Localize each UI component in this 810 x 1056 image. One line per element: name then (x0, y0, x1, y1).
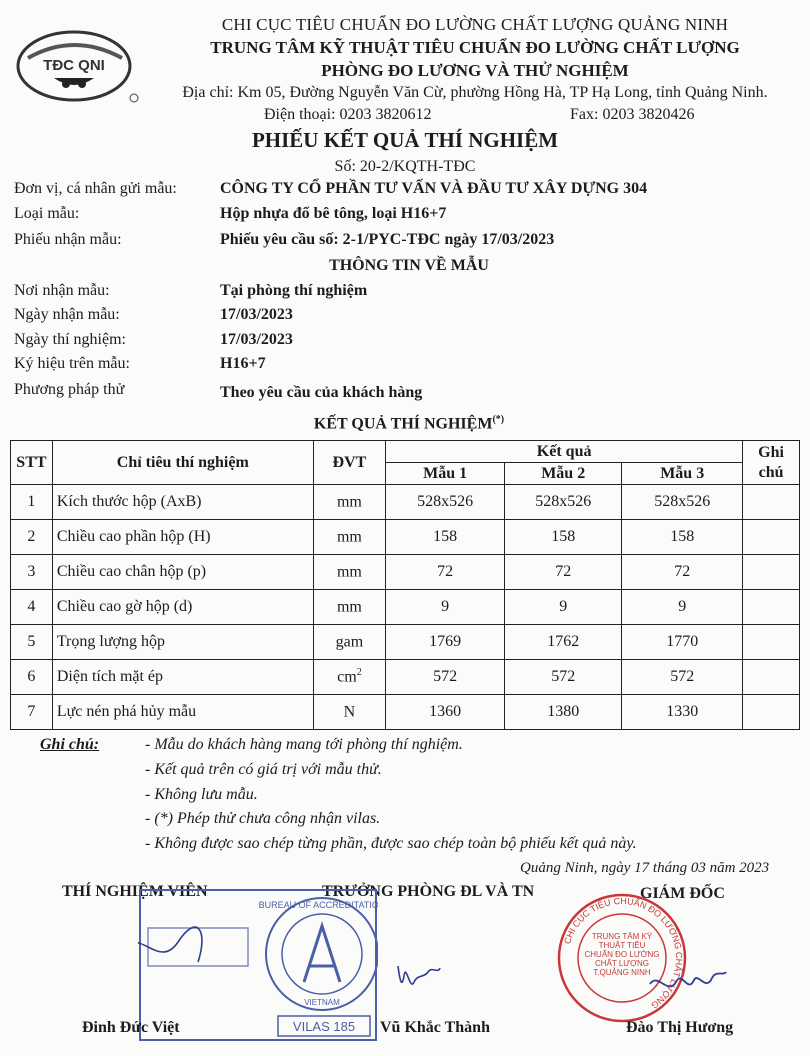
table-row (11, 625, 800, 660)
table-header-row (11, 441, 800, 463)
table-row (11, 485, 800, 520)
row-sample2: 72 (505, 555, 622, 590)
row-unit-text: mm (336, 563, 362, 581)
row-note (743, 590, 800, 625)
stamp-vilas-code: VILAS 185 (292, 1019, 356, 1034)
received-date-value: 17/03/2023 (220, 306, 293, 323)
row-sample3: 1770 (622, 625, 743, 660)
table-row (11, 555, 800, 590)
row-sample3: 72 (622, 555, 743, 590)
row-sample3: 572 (622, 660, 743, 695)
row-stt: 7 (11, 695, 53, 730)
note-item: - Kết quả trên có giá trị với mẫu thử. (145, 761, 382, 778)
row-unit (313, 695, 385, 730)
name-head: Vũ Khắc Thành (380, 1019, 490, 1036)
sample-type-value: Hộp nhựa đổ bê tông, loại H16+7 (220, 205, 447, 222)
row-unit-text: gam (335, 633, 364, 651)
head-signature (394, 952, 444, 998)
row-note (743, 625, 800, 660)
row-sample2: 158 (505, 520, 622, 555)
test-date-value: 17/03/2023 (220, 331, 293, 348)
col-note-b: chú (758, 463, 784, 481)
row-unit (313, 555, 385, 590)
row-unit (313, 520, 385, 555)
row-sample1: 9 (386, 590, 505, 625)
col-note-a: Ghi (758, 443, 784, 461)
table-row (11, 590, 800, 625)
header-agency: CHI CỤC TIÊU CHUẨN ĐO LƯỜNG CHẤT LƯỢNG QUẢNG NINH (221, 15, 729, 34)
row-indicator: Chiều cao gờ hộp (d) (52, 590, 313, 625)
results-heading-text: KẾT QUẢ THÍ NGHIỆM (313, 415, 493, 433)
row-sample1: 1360 (386, 695, 505, 730)
row-sample2: 528x526 (505, 485, 622, 520)
sample-mark-value: H16+7 (220, 355, 266, 372)
name-director: Đào Thị Hương (626, 1019, 734, 1036)
receipt-value: Phiếu yêu cầu số: 2-1/PYC-TĐC ngày 17/03/2023 (220, 231, 555, 248)
results-table (10, 440, 800, 730)
row-stt: 5 (11, 625, 53, 660)
row-note (743, 695, 800, 730)
row-indicator: Kích thước hộp (AxB) (52, 485, 313, 520)
row-sample1: 572 (386, 660, 505, 695)
document-number: Số: 20-2/KQTH-TĐC (334, 158, 476, 175)
col-sample3: Mẫu 3 (622, 463, 743, 485)
sender-value: CÔNG TY CỔ PHẦN TƯ VẤN VÀ ĐẦU TƯ XÂY DỰNG 304 (220, 180, 648, 197)
header-address: Địa chỉ: Km 05, Đường Nguyễn Văn Cừ, phường Hồng Hà, TP Hạ Long, tỉnh Quảng Ninh. (182, 84, 768, 101)
row-unit-text: mm (336, 528, 362, 546)
col-sample2: Mẫu 2 (505, 463, 622, 485)
accreditation-stamp (138, 882, 378, 1042)
table-row (11, 660, 800, 695)
receipt-label: Phiếu nhận mẫu: (14, 231, 122, 248)
row-indicator: Chiều cao chân hộp (p) (52, 555, 313, 590)
document-title: PHIẾU KẾT QUẢ THÍ NGHIỆM (251, 128, 559, 152)
note-item: - Mẫu do khách hàng mang tới phòng thí nghiệm. (145, 736, 463, 753)
stamp-accreditation-text: BUREAU OF ACCREDITATION (258, 900, 378, 910)
row-note (743, 555, 800, 590)
method-label: Phương pháp thử (14, 381, 125, 398)
row-unit (313, 485, 385, 520)
received-date-label: Ngày nhận mẫu: (14, 306, 120, 323)
row-sample2: 1762 (505, 625, 622, 660)
row-unit-text: N (343, 703, 356, 721)
row-unit (313, 590, 385, 625)
col-indicator: Chỉ tiêu thí nghiệm (52, 441, 313, 485)
table-row (11, 520, 800, 555)
header-fax: Fax: 0203 3820426 (570, 106, 695, 123)
stamp-accreditation-country: VIETNAM (304, 998, 340, 1007)
role-tester: THÍ NGHIỆM VIÊN (62, 883, 208, 900)
sender-label: Đơn vị, cá nhân gửi mẫu: (14, 180, 177, 197)
row-indicator: Chiều cao phần hộp (H) (52, 520, 313, 555)
row-stt: 4 (11, 590, 53, 625)
row-sample1: 1769 (386, 625, 505, 660)
row-stt: 2 (11, 520, 53, 555)
place-date: Quảng Ninh, ngày 17 tháng 03 năm 2023 (520, 860, 770, 876)
header-department: PHÒNG ĐO LƯƠNG VÀ THỬ NGHIỆM (321, 61, 629, 80)
col-sample1: Mẫu 1 (386, 463, 505, 485)
row-unit-text: mm (336, 598, 362, 616)
official-seal (556, 892, 688, 1024)
row-unit-text: cm (337, 668, 357, 686)
notes-label: Ghi chú: (40, 736, 100, 753)
row-sample3: 9 (622, 590, 743, 625)
row-sample1: 72 (386, 555, 505, 590)
col-unit: ĐVT (313, 441, 385, 485)
sample-info-heading: THÔNG TIN VỀ MẪU (329, 257, 489, 274)
row-stt: 6 (11, 660, 53, 695)
row-unit (313, 660, 385, 695)
row-unit (313, 625, 385, 660)
place-label: Nơi nhận mẫu: (14, 282, 110, 299)
row-stt: 1 (11, 485, 53, 520)
seal-ring-text: CHI CỤC TIÊU CHUẨN ĐO LƯỜNG CHẤT LƯỢNG (561, 895, 685, 1011)
row-sample2: 1380 (505, 695, 622, 730)
seal-center-text: TRUNG TÂM KỸ THUẬT TIÊU CHUẨN ĐO LƯỜNG CHẤT LƯỢNG T.QUẢNG NINH (584, 932, 660, 977)
row-sample1: 528x526 (386, 485, 505, 520)
director-signature (648, 962, 728, 1004)
results-heading (0, 414, 810, 433)
sample-type-label: Loại mẫu: (14, 205, 80, 222)
row-sample2: 572 (505, 660, 622, 695)
place-value: Tại phòng thí nghiệm (220, 282, 368, 299)
col-note (743, 441, 800, 485)
row-note (743, 485, 800, 520)
table-row (11, 695, 800, 730)
note-item: - (*) Phép thử chưa công nhận vilas. (145, 810, 381, 827)
row-indicator: Diện tích mặt ép (52, 660, 313, 695)
col-stt: STT (11, 441, 53, 485)
row-sample1: 158 (386, 520, 505, 555)
row-sample3: 1330 (622, 695, 743, 730)
logo-text: TĐC QNI (43, 57, 105, 74)
name-tester: Đinh Đức Việt (82, 1019, 180, 1036)
row-unit-text: mm (336, 493, 362, 511)
row-note (743, 520, 800, 555)
method-value: Theo yêu cầu của khách hàng (220, 384, 423, 401)
company-logo (14, 28, 142, 104)
col-result: Kết quả (386, 441, 743, 463)
row-stt: 3 (11, 555, 53, 590)
header-center: TRUNG TÂM KỸ THUẬT TIÊU CHUẨN ĐO LƯỜNG CHẤT LƯỢNG (210, 38, 740, 57)
role-director: GIÁM ĐỐC (640, 885, 725, 902)
header-phone: Điện thoại: 0203 3820612 (264, 106, 432, 123)
role-head: TRƯỞNG PHÒNG ĐL VÀ TN (322, 883, 535, 900)
row-unit-sup: 2 (356, 667, 362, 679)
row-sample3: 528x526 (622, 485, 743, 520)
row-indicator: Lực nén phá hủy mẫu (52, 695, 313, 730)
test-date-label: Ngày thí nghiệm: (14, 331, 126, 348)
row-sample3: 158 (622, 520, 743, 555)
results-heading-sup: (*) (492, 414, 505, 425)
note-item: - Không được sao chép từng phần, được sao chép toàn bộ phiếu kết quả này. (145, 835, 637, 852)
row-indicator: Trọng lượng hộp (52, 625, 313, 660)
note-item: - Không lưu mẫu. (145, 786, 258, 803)
row-note (743, 660, 800, 695)
sample-mark-label: Ký hiệu trên mẫu: (14, 355, 130, 372)
row-sample2: 9 (505, 590, 622, 625)
